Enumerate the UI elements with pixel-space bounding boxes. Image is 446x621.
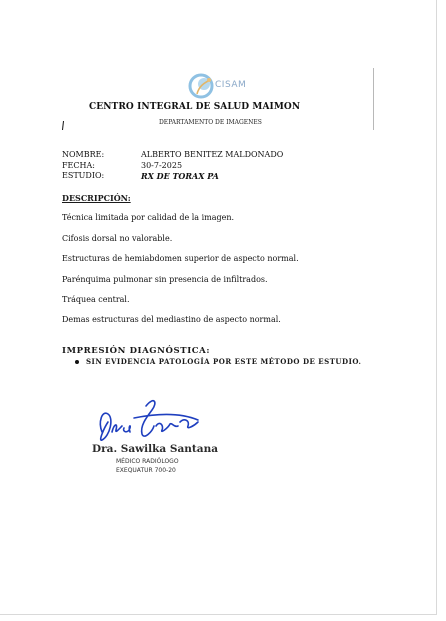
finding-line: Parénquima pulmonar sin presencia de infiltrados. [62,275,268,284]
center-name: CENTRO INTEGRAL DE SALUD MAIMON [89,102,301,112]
bullet-icon [75,360,79,364]
finding-line: Cifosis dorsal no valorable. [62,234,173,243]
date-label: FECHA: [62,161,95,170]
name-value: ALBERTO BENITEZ MALDONADO [141,150,284,159]
study-label: ESTUDIO: [62,171,105,180]
finding-line: Estructuras de hemiabdomen superior de aspecto normal. [62,254,299,263]
impression-heading: IMPRESIÓN DIAGNÓSTICA: [62,346,211,356]
handwritten-signature [94,392,204,448]
finding-line: Tráquea central. [62,295,130,304]
margin-guide-right [373,68,374,130]
study-value: RX DE TORAX PA [141,171,219,181]
logo-text: CISAM [215,80,247,90]
text-cursor-icon [62,121,64,130]
description-heading: DESCRIPCIÓN: [62,193,131,203]
department-name: DEPARTAMENTO DE IMAGENES [159,119,262,126]
name-label: NOMBRE: [62,150,105,159]
finding-line: Técnica limitada por calidad de la imagen. [62,213,235,222]
doctor-exequatur: EXEQUATUR 700-20 [116,467,176,474]
impression-item: SIN EVIDENCIA PATOLOGÍA POR ESTE MÉTODO DE ESTUDIO. [86,357,362,366]
doctor-name: Dra. Sawilka Santana [92,443,218,455]
date-value: 30-7-2025 [141,161,183,170]
doctor-title: MÉDICO RADIÓLOGO [116,458,179,465]
finding-line: Demas estructuras del mediastino de aspecto normal. [62,315,281,324]
